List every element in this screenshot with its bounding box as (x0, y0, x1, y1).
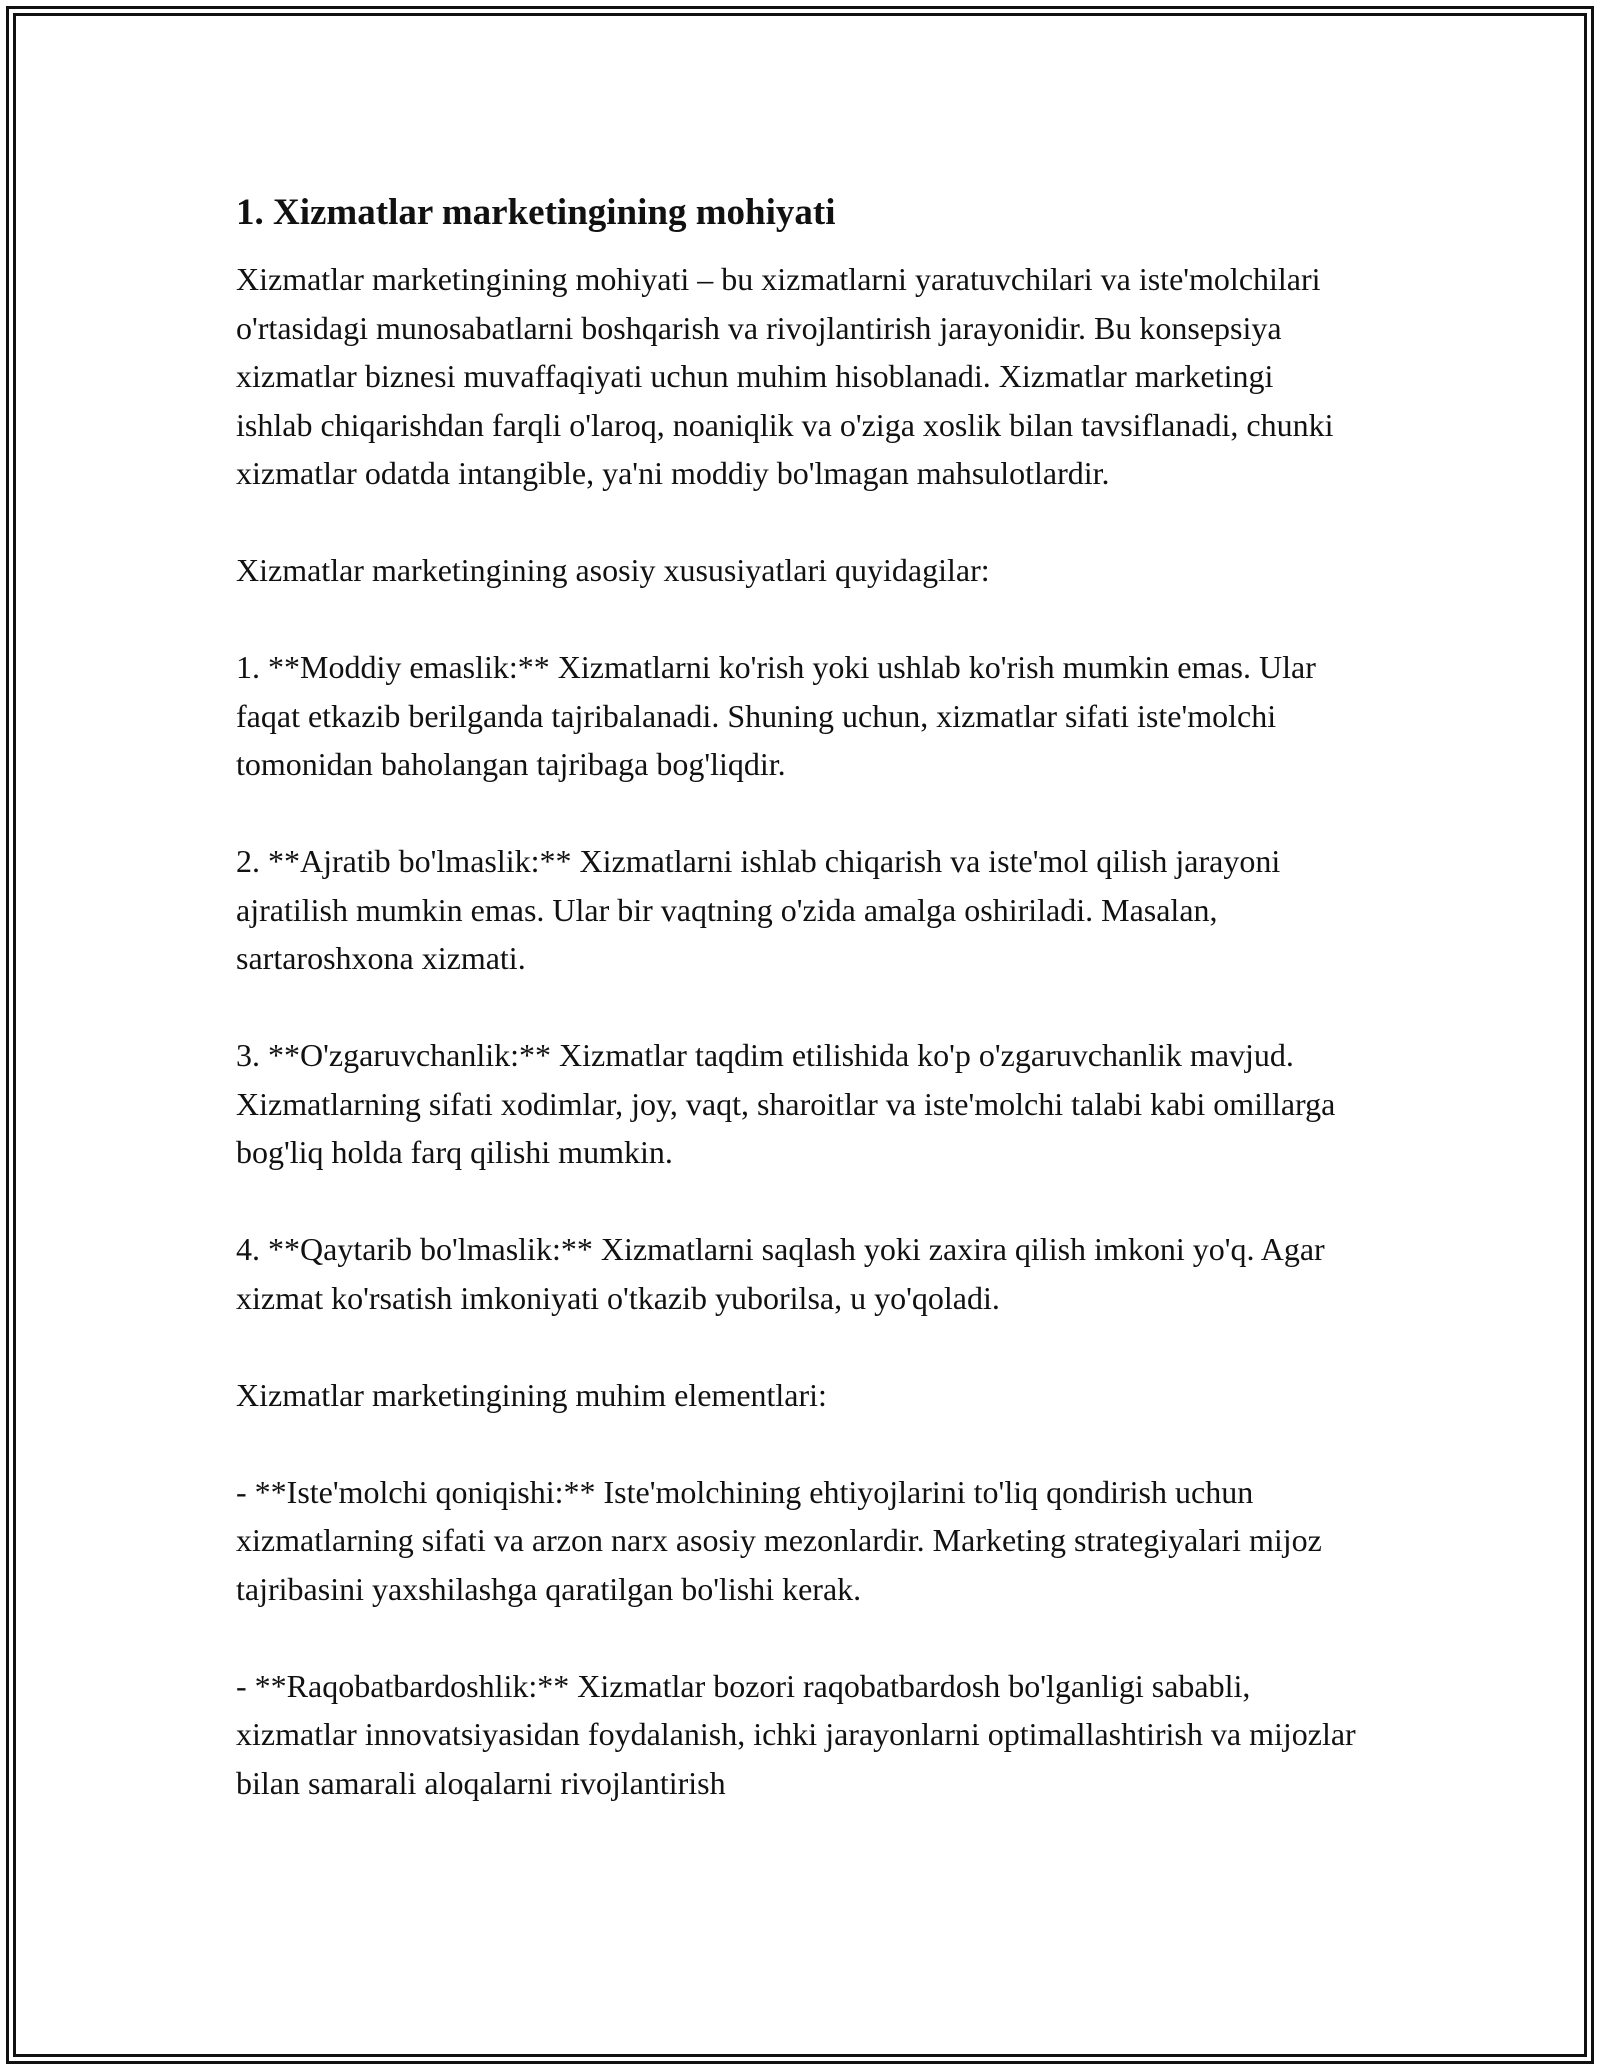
intro-paragraph: Xizmatlar marketingining mohiyati – bu xizmatlarni yaratuvchilari va iste'molchilari o'rtasidagi munosabatlarni boshqarish va rivojlantirish jarayonidir. Bu konsepsiya xizmatlar biznesi muvaffaqiyati uchun muhim hisoblanadi. Xizmatlar marketingi ishlab chiqarishdan farqli o'laroq, noaniqlik va o'ziga xoslik bilan tavsiflanadi, chunki xizmatlar odatda intangible, ya'ni moddiy bo'lmagan mahsulotlardir. (236, 261, 1334, 491)
feature-item-4: 4. **Qaytarib bo'lmaslik:** Xizmatlarni saqlash yoki zaxira qilish imkoni yo'q. Agar xizmat ko'rsatish imkoniyati o'tkazib yuborilsa, u yo'qoladi. (236, 1231, 1325, 1316)
feature-item-3: 3. **O'zgaruvchanlik:** Xizmatlar taqdim etilishida ko'p o'zgaruvchanlik mavjud. Xizmatlarning sifati xodimlar, joy, vaqt, sharoitlar va iste'molchi talabi kabi omillarga bog'liq holda farq qilishi mumkin. (236, 1037, 1336, 1170)
document-body (236, 183, 1356, 1807)
feature-item-1: 1. **Moddiy emaslik:** Xizmatlarni ko'rish yoki ushlab ko'rish mumkin emas. Ular faqat etkazib berilganda tajribalanadi. Shuning uchun, xizmatlar sifati iste'molchi tomonidan baholangan tajribaga bog'liqdir. (236, 649, 1316, 782)
element-item-2: - **Raqobatbardoshlik:** Xizmatlar bozori raqobatbardosh bo'lganligi sababli, xizmatlar innovatsiyasidan foydalanish, ichki jarayonlarni optimallashtirish va mijozlar bilan samarali aloqalarni rivojlantirish (236, 1667, 1356, 1801)
element-item-1: - **Iste'molchi qoniqishi:** Iste'molchining ehtiyojlarini to'liq qondirish uchun xizmatlarning sifati va arzon narx asosiy mezonlardir. Marketing strategiyalari mijoz tajribasini yaxshilashga qaratilgan bo'lishi kerak. (236, 1473, 1322, 1607)
features-lead-paragraph: Xizmatlar marketingining asosiy xususiyatlari quyidagilar: (236, 552, 990, 588)
elements-lead-paragraph: Xizmatlar marketingining muhim elementlari: (236, 1376, 827, 1413)
feature-item-2: 2. **Ajratib bo'lmaslik:** Xizmatlarni ishlab chiqarish va iste'mol qilish jarayoni ajratilish mumkin emas. Ular bir vaqtning o'zida amalga oshiriladi. Masalan, sartaroshxona xizmati. (236, 843, 1281, 976)
section-heading: 1. Xizmatlar marketingining mohiyati (236, 192, 836, 233)
